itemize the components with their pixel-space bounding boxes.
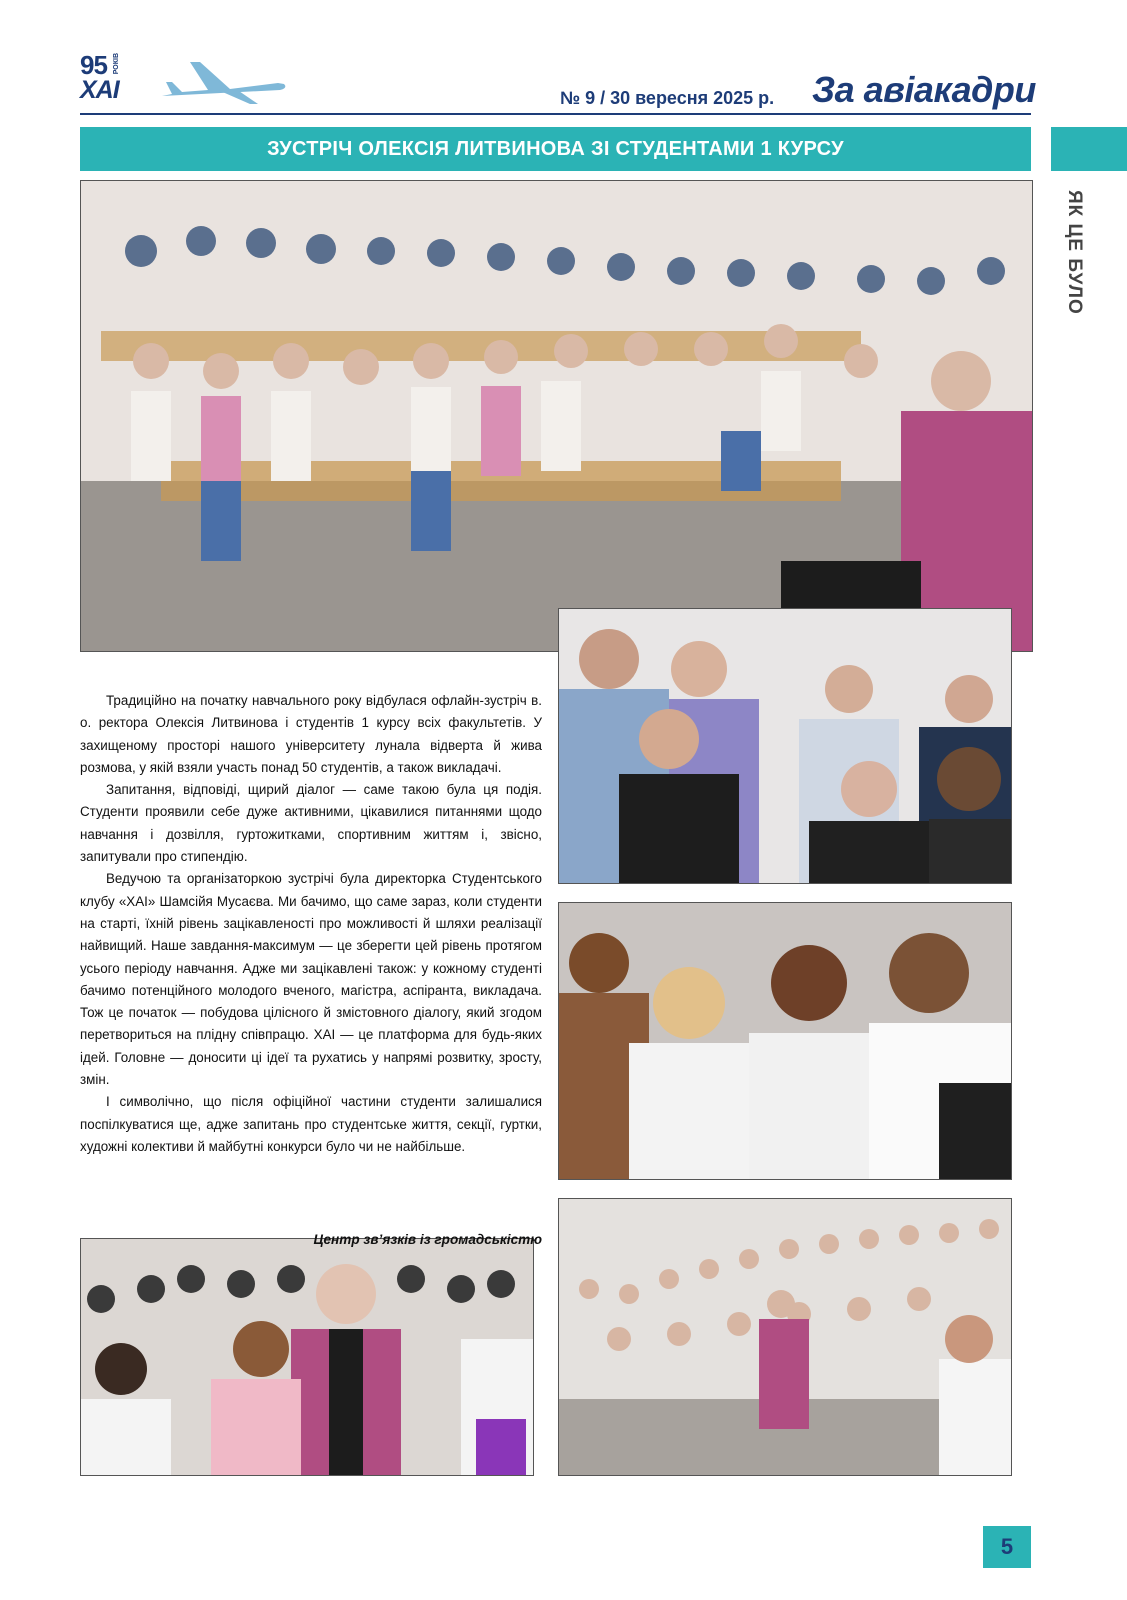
page-number: 5 xyxy=(983,1526,1031,1568)
logo-abbr: ХАІ xyxy=(80,76,119,104)
logo-rokiv: РОКІВ xyxy=(113,53,120,75)
article-credit: Центр зв’язків із громадськістю xyxy=(313,1232,542,1247)
header-rule xyxy=(80,113,1031,115)
article-paragraph: Ведучою та організаторкою зустрічі була директорка Студентського клубу «ХАІ» Шамсійя Мусаєва. Ми бачимо, що саме зараз, коли студенти на старті, їхній рівень зацікавленості про можливості й шляхи реалізації найвищий. Наше завдання-максимум — це зберегти цей рівень протягом усього періоду навчання. Адже ми зацікавлені також: у кожному студенті бачимо потенційного молодого вченого, магістра, аспіранта, викладача. Тож це початок — побудова цілісного й змістовного діалогу, який згодом перетвориться на плідну співпрацю. ХАІ — це платформа для будь-яких ідей. Головне — доносити ці ідеї та рухатись у напрямі розвитку, зросту, змін. xyxy=(80,871,542,1088)
photo-students-closeup-2 xyxy=(558,902,1012,1180)
section-tab xyxy=(1051,127,1127,171)
photo-main-audience xyxy=(80,180,1033,652)
section-label: ЯК ЦЕ БУЛО xyxy=(1064,190,1085,315)
logo-number: 95 xyxy=(80,50,107,80)
article-body xyxy=(80,690,542,1158)
article-paragraph: Традиційно на початку навчального року відбулася офлайн-зустріч в. о. ректора Олексія Литвинова і студентів 1 курсу всіх факультетів. У захищеному просторі нашого університету лунала відверта й жива розмова, у якій взяли участь понад 50 студентів, а також викладачі. xyxy=(80,693,542,775)
photo-rector-with-students xyxy=(80,1238,534,1476)
article-paragraph: Запитання, відповіді, щирий діалог — саме такою була ця подія. Студенти проявили себе дуже активними, цікавилися питаннями щодо навчання і дозвілля, гуртожитками, спортивним життям і, звісно, запитували про стипендію. xyxy=(80,782,542,865)
article-title: ЗУСТРІЧ ОЛЕКСІЯ ЛИТВИНОВА ЗІ СТУДЕНТАМИ 1 КУРСУ xyxy=(80,127,1031,171)
masthead: За авіакадри xyxy=(812,69,1036,110)
article-paragraph: І символічно, що після офіційної частини студенти залишалися поспілкуватися ще, адже запитань про студентське життя, секції, гуртки, художні колективи й майбутні конкурси було чи не найбільше. xyxy=(80,1094,542,1154)
issue-date: № 9 / 30 вересня 2025 р. xyxy=(560,88,775,108)
photo-students-closeup-1 xyxy=(558,608,1012,884)
airplane-icon xyxy=(160,56,290,106)
photo-audience-raising-hands xyxy=(558,1198,1012,1476)
